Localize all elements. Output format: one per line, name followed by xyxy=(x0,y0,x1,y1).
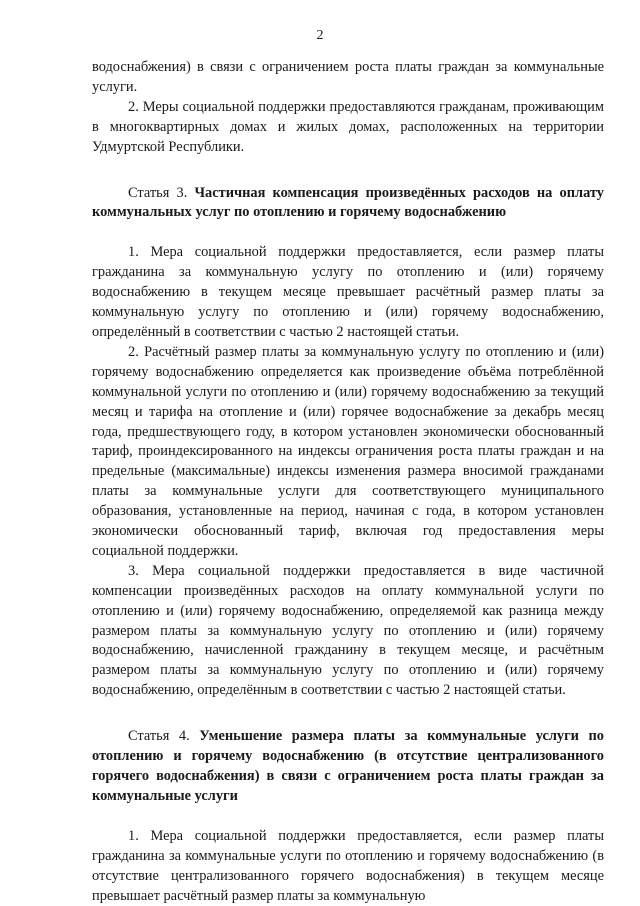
article-4-title: Уменьшение размера платы за коммунальные услуги по отоплению и горячему водоснабжению (в отсутствие централизованного горячего водоснабжения) в связи с ограничением роста платы граждан за коммунальные услуги xyxy=(92,728,604,804)
article-3-part-2: 2. Расчётный размер платы за коммунальную услугу по отоплению и (или) горячему водоснабжению определяется как произведение объёма потреблённой коммунальной услуги по отоплению и (или) горячему водоснабжению за текущий месяц и тарифа на отопление и (или) горячее водоснабжение за декабрь месяц года, предшествующего году, в котором установлен экономически обоснованный тариф, проиндексированного на индексы ограничения роста платы граждан и на предельные (максимальные) индексы изменения размера вносимой гражданами платы за коммунальные услуги для соответствующего муниципального образования, установленные на период, начиная с года, в котором установлен экономически обоснованный тариф, включая год предоставления меры социальной поддержки. xyxy=(92,343,604,559)
article-3-title: Частичная компенсация произведённых расходов на оплату коммунальных услуг по отоплению и горячему водоснабжению xyxy=(92,184,604,221)
paragraph-2-2: 2. Меры социальной поддержки предоставляются гражданам, проживающим в многоквартирных домах и жилых домах, расположенных на территории Удмуртской Республики. xyxy=(92,98,604,155)
paragraph-continuation: водоснабжения) в связи с ограничением роста платы граждан за коммунальные услуги. xyxy=(92,59,604,95)
article-4-prefix: Статья 4. xyxy=(128,728,200,745)
article-3-prefix: Статья 3. xyxy=(128,184,195,201)
spacer xyxy=(92,223,604,243)
page-number: 2 xyxy=(316,28,324,43)
spacer xyxy=(92,701,604,727)
spacer xyxy=(92,158,604,184)
article-3-part-3: 3. Мера социальной поддержки предоставляется в виде частичной компенсации произведённых расходов на оплату коммунальной услуги по отоплению и (или) горячему водоснабжению, определяемой как разница между размером платы за коммунальную услугу по отоплению и (или) горячему водоснабжению, начисленной гражданину в текущем месяце, и расчётным размером платы за коммунальную услугу по отоплению и (или) горячему водоснабжению, определённым в соответствии с частью 2 настоящей статьи. xyxy=(92,562,604,699)
article-3-part-1: 1. Мера социальной поддержки предоставляется, если размер платы гражданина за коммунальную услугу по отоплению и (или) горячему водоснабжению в текущем месяце превышает расчётный размер платы за коммунальную услугу по отоплению и (или) горячему водоснабжению, определённый в соответствии с частью 2 настоящей статьи. xyxy=(92,244,604,340)
article-3-heading xyxy=(92,184,604,224)
document-body xyxy=(92,58,604,906)
article-4-part-1: 1. Мера социальной поддержки предоставляется, если размер платы гражданина за коммунальные услуги по отоплению и горячему водоснабжению (в отсутствие централизованного горячего водоснабжения) в текущем месяце превышает расчётный размер платы за коммунальную xyxy=(92,827,604,904)
spacer xyxy=(92,807,604,827)
article-4-heading xyxy=(92,727,604,807)
